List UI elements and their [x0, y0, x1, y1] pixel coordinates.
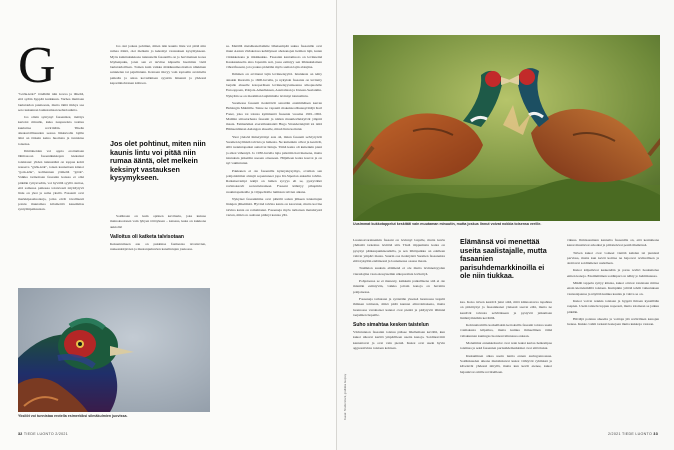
page-number: 33	[653, 432, 658, 436]
paragraph: Fasaaneja tarhataan ja syötetään yleensä luonnossa laajalti ihmisen toimesta, mikä pitää kannan elinvoimaisena, mutta luonnossa varsinaiset kannat ovat pieniä ja pitäytyvät lähinnä taajamien liepeille.	[353, 296, 445, 317]
paragraph: "Göök-kök!" tönähtää niin kovaa ja läheltä, että sydän hyppää kurkkuun. Varhea muittaan laulutaidon puutteesta, mutta tämä tiirkys saa sen raukunnan laulustamaan kehtolaulutta.	[18, 92, 84, 112]
magazine-title: TIEDE LUONTO 2/2021	[23, 432, 69, 436]
right-column-1	[353, 238, 445, 430]
paragraph: Kiekuminen alkaa usein tuntia ennen auringonnousua. Soidinkauden aikana muistinkuvat kukot viihtyvät ryhmissä ja kävelevät yhdessä niityllä, mutta kun kevät etenee, kukot hajautuvat omille reviireilleen.	[460, 353, 552, 374]
fighting-pheasants-photo	[353, 35, 660, 221]
paragraph: Molemmat ennakkoluulot ovat noin kaksi kertaa heikompaa toisiinsa ja sekä fasaanien parisuhdemarkkinat ovat siitä tiukat.	[460, 341, 552, 351]
paragraph: Talven kukot ovat voineet viettää kahden tai pienissä parvissa, mutta kun kevät koittaa ne hajoavat reviireilleen ja aloittavat soidinmenot uudelleen.	[567, 250, 659, 266]
paragraph: Mikäli tappelu syttyy kiistaa, kukot ottavat toisistaan mittaa ensin kiertelemällä toisiaan. Kumpikin yrittää tehdä vaikutuksen vastustajaansa ja näyttää kuinka kaunis ja vahva se on.	[567, 281, 659, 296]
fighting-pheasants-illustration	[353, 35, 660, 221]
left-column-2b	[110, 214, 206, 254]
paragraph: Pakkanen ei ole fasaanille kynnyskysymys, ovathan sen pohjoisimmat alalajit sopeutuneet jopa Itä-Siperian ankariin talviin. Ratkaisevampi tekijä on lumen syvyys eli se, pystyvätkö ravintokasvit saavuttelaaineet. Fasaani kääntyy pihapiirin ruokintapaikoille ja viljapelloille lumisten talvien aikana.	[226, 168, 322, 194]
photo-caption: Yksilöt voi tunnistaa erotella esimerkiksi silmäkulmien juovissa.	[18, 414, 128, 418]
pheasant-head-illustration	[18, 288, 210, 412]
paragraph: Nykyiset fasaanimme ovat pitkälti sotien jälkeen istutettujen lintujen jälkeläisiä. Hyvinä talvina kanta on kasvanut, mutta kovina talvina kanta on romahtanut. Fasaaneja myös tarhataan metsästystä varten, mikä on osaltaan pitänyt kantaa yllä.	[226, 197, 322, 217]
photo-caption: Uusimmat kukkotappelut keskitäti vain muutaman minuutin, mutta joskus linnut voivat nokkia toisensa verille.	[353, 222, 542, 226]
paragraph: Pohjoisessa se ei menesty, kaikkein paikallisena sitä ei ole missään esiintyvän, vaikka joitain kanoja on havaittu pohjoisessa.	[353, 279, 445, 294]
right-column-3	[567, 238, 659, 430]
subheading: Suho simahtaa kesken taistelun	[353, 322, 429, 329]
paragraph: Luonnosvarainenkin fasaani on levinnyt laajalle, mutta kuvia yhdistää tarkoitus levittää sitä. Tästä riippumatta kanta on pysynyt pääkaupunkiseudulla, ja sen lähtöpaikka on edelleen vahvat ympäri maata. Suurin osa tiedetyistä Suomen fasaaneista elää nykyään eteläisessä ja lounaisessa osassa maata.	[353, 238, 445, 264]
pheasant-head-photo	[18, 288, 210, 412]
page-number: 32	[18, 432, 23, 436]
left-column-3	[226, 44, 322, 430]
paragraph: Värintunnon fasaanin toistuu pääsee lihallemaan kevällä, kun kukot alkavat kerätä ympärilleen useita kanoja. Soidinreviirit kannattavat ja ovat vain pieniä. Kukot ovat usein hyvin aggressiivisia toisiaan kohtaan.	[353, 330, 445, 351]
paragraph: Kekuetrumeen asu on pukkinsa fasmestaa tavattavien, ruskeankirjavien ja mustanpuhuvien kanalintujen joukossa.	[110, 241, 206, 252]
paragraph: Ihminen on arvitanut lajin levinneisyyttä. Istutuksia on tehty ainakin Ruotsiin jo 1600-luvulla, ja nykyisin fasaania on levitetty laajalle alueelle kotoperäisen levinneisyysalueensa ulkopuolelle Eurooppaan, Pohjois-Amerikkaan, Australiaan ja Uuteen-Seelantiin. Nykyään se on maailman laajimmalle levinnyt istutuslintu.	[226, 72, 322, 98]
paragraph: vikuus. Ihmisasuinten kannalta fasaanilla on, että kesäaikana kanat muuttuvat arkoiksi ja piilottelevat pesää tiheikössä.	[567, 238, 659, 248]
paragraph: Jos olet joskus pohtinut, miten niin kaunis lintu voi pitää niin rumaa ääntä, olet melkein jo keksinyt vastauksen kysymykseen. Myös kuluttukukkona tunnustella fasaanilla on jo harvinainen korea höyhenpuku, joten sen ei tarvitse käpuella haominta vielä laulutaidoillaan. Toinen kuin vaikka mäkikuumeottomon näkkinen satakielen tai pajulintunn. Kotnaan tikvyy vain toptaalin avoimella paikalla ja antaa kovaäänisen syystän äänensä ja yhdessä kaparinhohtoisen kiittoon.	[110, 44, 206, 86]
paragraph: Suomessa fasaanit tiedettävät sanottiin ensimmäisen kerran Helsingin Malmille. Sinne ne vapautti makeisteollisuusyrittäjä Karl Fazer, joka toi toistaa kymmentä fasaania vuosina 1901–1902. Malmin siitostarhasta fasaanit ja niiden muunlevikistyivät ympäri maata. Esimerkiksi everstiluutnantti Hugo Strandertskjöld toi niitä Hämeenlinnan Aulangon alueelle, missä lintu kotiutui.	[226, 100, 322, 132]
folio-right	[608, 432, 658, 436]
right-column-2	[460, 300, 552, 430]
folio-left	[18, 432, 68, 436]
left-column-2	[110, 44, 206, 88]
paragraph: Ilmiöineiden voi oppia erottamaan lähtitasoon fasaanikukkojen kiekaisut toisistaan: yhden tunnusääni on toppua kohti nouseva "göök-kök", toisen kaunattaan kinnot "gork-kök", kolmannen ytimeltä "göök". Vaikka tarinoitaan fasaanin kanssa ei olisi pitkään tyttysvedän, voi hyvällä syyllä olettaa, että samassa paikassa toistuvasti näyttäytyvä lintu on yksi ja sama yksilö. Fasaanit ovat merkkipaaaluonteja, jotka eivät tavallisesti poistu muutamaa kilometriä kauemmas syntymäpaikastaan.	[18, 148, 84, 212]
drop-cap: G	[18, 37, 56, 94]
pull-quote: Jos olet pohtinut, miten niin kaunis lintu voi pitää niin rumaa ääntä, olet melkein keksinyt vastauksen kysymykseen.	[110, 139, 206, 183]
paragraph: Yksi yleisöä ihmetyttänyt asia oli, miten fasaanit selviytyivät Suomen kylmistä talvista ja lumesta. Ne kuitenkin olivat ja kestivät, sillä ruokintapaikat auttoivat lintuja. Tämä kanta oli kuitenkin pieni ja alkoi vähentyä. Jo 1930-luvulla lajia pidettiin harvinaisena, mutta istutuksia jatkettiin useaan otteeseen. Hiljalleen kanta kasvoi ja on nyt vakiintunut.	[226, 134, 322, 166]
magazine-title: 2/2021 TIEDE LUONTO	[607, 432, 653, 436]
paragraph: sa. Metällä metsäkanoilamme läheisempää sukua fasaanille ovat muut Aasian viidakoissa kehittyneet ahokanojen heimon lajit, kuten viidakkokana ja riikinkukko. Fasaanin kantamuoto on levinneinä Kaukasukselta aina Japaniin asti, jossa esiintyy sen lähisukulainen vihreäfasaani, jota joskus pidetään myös saman lajin alalajina.	[226, 44, 322, 70]
photo-credit: Kuvat: Shutterstock, grafiikka Gurpey	[343, 373, 347, 420]
right-page	[337, 0, 674, 450]
paragraph: Tuulikion suuksia eläimenä ei ole mutta levinneisyyden vieraslajina vaan ekosyteemin ulkopuolista levitettyä.	[353, 266, 445, 276]
paragraph: Soidinaan on kuin optinen kevtlaulu, joka kuiuaa mainoksolonen vain lyhyen töttöyksen – katsaus, kuka on kukkona aukiolla!	[110, 214, 206, 229]
paragraph: Kukot kilpailevat keskenään ja paras reviiri houkuttelee eniten kanoja. Ensimmäinen soidinpari on nähty jo helmikuussa.	[567, 268, 659, 278]
left-column-1	[18, 92, 84, 215]
pull-quote: Elämänsä voi menettää useita saalistajalle, mutta fasaanien parisuhdemarkkinoilla ei ole niin tiukkaa.	[460, 237, 547, 281]
paragraph: Jos olisin syntynyt fasaanikot, tiettäys kertoisi minulle, kuka naapureista taattuu kuuluttaa revirttiään. Tiheän aluskasvillisuuden seassa liikkuvalle lajille ääni on tärkein keino huomata ja tunnistaa toisensa.	[18, 115, 84, 146]
paragraph: ksa. Koko talven kestävä jutut siitä, mitä kiinnostavaa tapahtuu on pitkittynyt ja fasaanikanat yleisesti saavat elää, mutta ne kestävät talvesta selvitäkseen ja pystyvät jatkamaan lisääntymistään keväällä.	[460, 300, 552, 320]
paragraph: Kohtuuttomilla korkeillakin kerroksilla fasaanit toistaa usein voimakasta kilpailua, mutta kuinka ihmeellinen tämä valtakunnan kuningas luonnonvalinnassa onkaan.	[460, 323, 552, 338]
paragraph: Häviäjä poistuu alueelta ja voittaja jää reviirilleen kanojen luokse. Kukko vahtii tarkasti kanojaan muita kukkoja vastaan.	[567, 316, 659, 327]
subheading: Valloitus oli katketa talvisotaan	[110, 233, 184, 240]
paragraph: Kukot voivat nokkia toisiaan ja hyppiä ilmaan kynsillään raapien. Usein taistelu loppuu nopeasti, mutta toisinaan se jatkuu pitkään.	[567, 298, 659, 314]
